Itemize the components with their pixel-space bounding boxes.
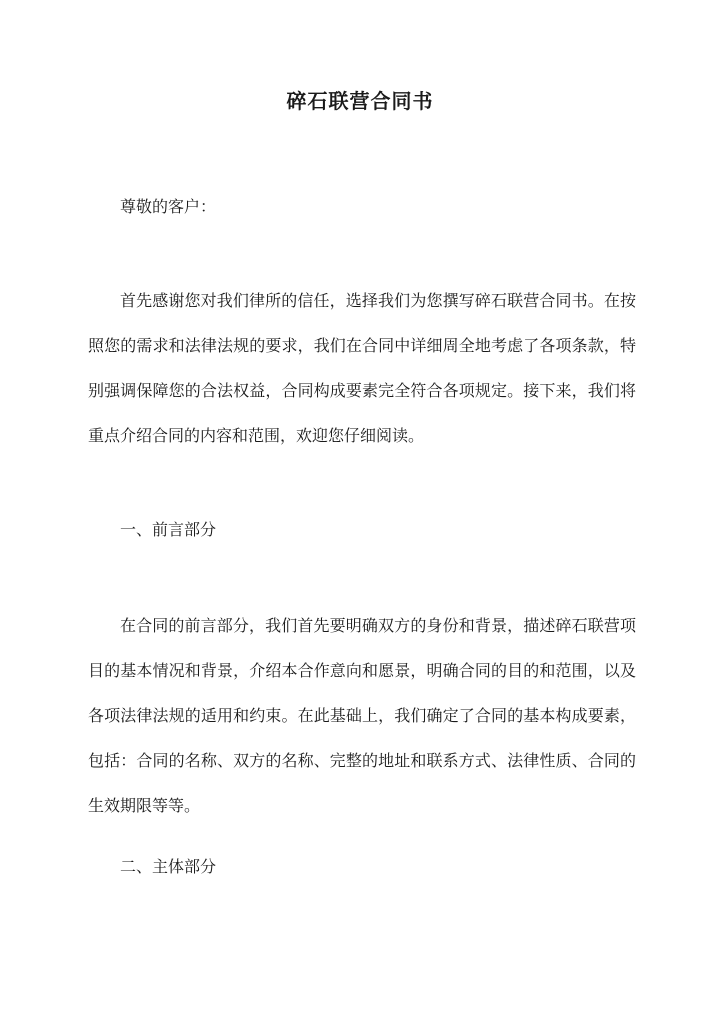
section-heading-preface: 一、前言部分 xyxy=(120,520,217,539)
intro-paragraph: 首先感谢您对我们律所的信任，选择我们为您撰写碎石联营合同书。在按照您的需求和法律法规的要求，我们在合同中详细周全地考虑了各项条款，特别强调保障您的合法权益，合同构成要素完全符合各项规定。接下来，我们将重点介绍合同的内容和范围，欢迎您仔细阅读。 xyxy=(88,291,636,445)
section-heading-main: 二、主体部分 xyxy=(120,857,217,876)
greeting: 尊敬的客户： xyxy=(120,197,217,216)
document-title: 碎石联营合同书 xyxy=(286,89,434,113)
section-body-preface: 在合同的前言部分，我们首先要明确双方的身份和背景，描述碎石联营项目的基本情况和背景，介绍本合作意向和愿景，明确合同的目的和范围，以及各项法律法规的适用和约束。在此基础上，我们确定了合同的基本构成要素，包括：合同的名称、双方的名称、完整的地址和联系方式、法律性质、合同的生效期限等等。 xyxy=(88,616,636,815)
